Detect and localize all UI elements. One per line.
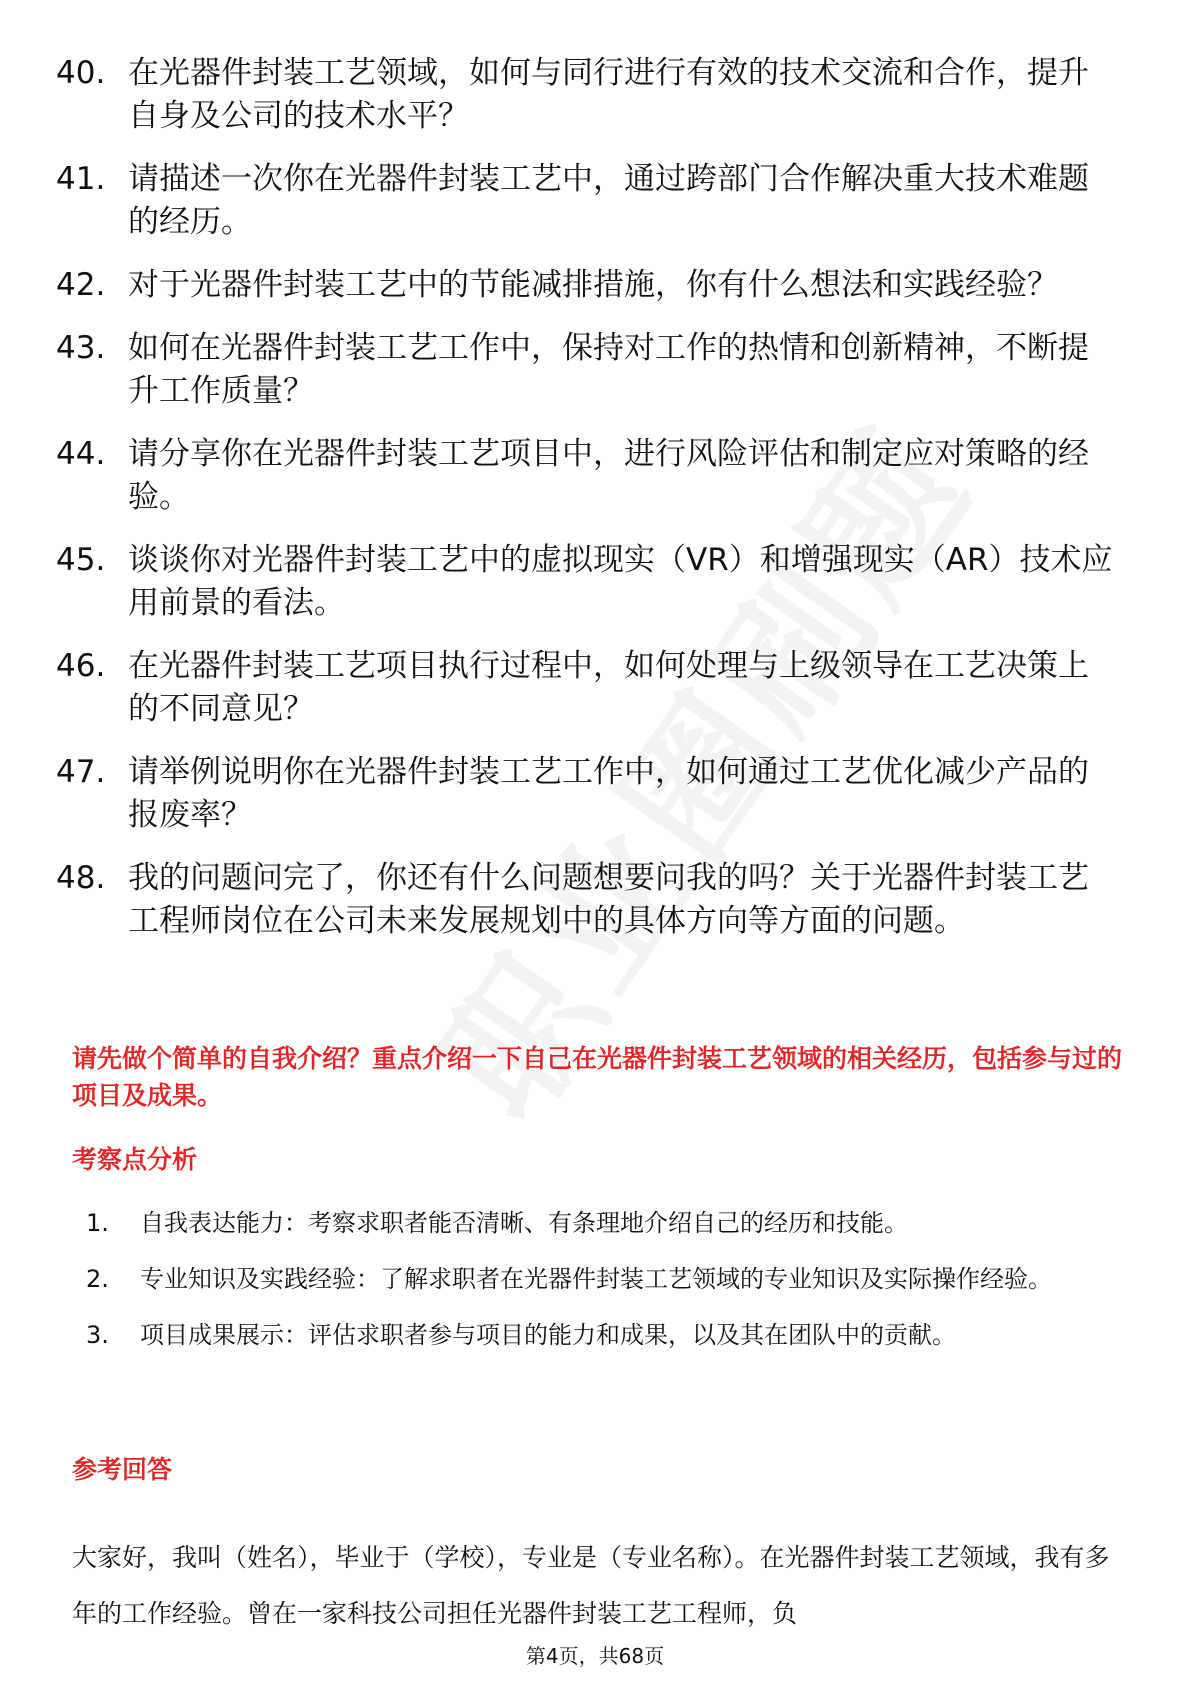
question-item bbox=[56, 158, 1136, 244]
question-item bbox=[56, 751, 1136, 837]
question-text: 在光器件封装工艺项目执行过程中，如何处理与上级领导在工艺决策上的不同意见？ bbox=[128, 648, 1089, 727]
list-item bbox=[72, 1195, 1132, 1251]
question-text: 请分享你在光器件封装工艺项目中，进行风险评估和制定应对策略的经验。 bbox=[128, 436, 1089, 515]
analysis-list bbox=[72, 1195, 1132, 1363]
question-item bbox=[56, 539, 1136, 625]
list-item-text: 专业知识及实践经验：了解求职者在光器件封装工艺领域的专业知识及实际操作经验。 bbox=[140, 1265, 1052, 1293]
question-number: 40. bbox=[56, 55, 106, 91]
question-item bbox=[56, 52, 1136, 138]
question-number: 42. bbox=[56, 267, 106, 303]
question-item bbox=[56, 327, 1136, 413]
question-item bbox=[56, 433, 1136, 519]
question-item bbox=[56, 857, 1136, 943]
question-number: 46. bbox=[56, 648, 106, 684]
question-item bbox=[56, 264, 1136, 307]
question-text: 请描述一次你在光器件封装工艺中，通过跨部门合作解决重大技术难题的经历。 bbox=[128, 161, 1089, 240]
question-item bbox=[56, 645, 1136, 731]
list-item-text: 项目成果展示：评估求职者参与项目的能力和成果，以及其在团队中的贡献。 bbox=[140, 1321, 956, 1349]
list-item-number: 2. bbox=[86, 1265, 109, 1293]
analysis-heading: 考察点分析 bbox=[72, 1145, 198, 1174]
question-text: 我的问题问完了，你还有什么问题想要问我的吗？关于光器件封装工艺工程师岗位在公司未来发展规划中的具体方向等方面的问题。 bbox=[128, 860, 1089, 939]
list-item-number: 3. bbox=[86, 1321, 109, 1349]
question-text: 请举例说明你在光器件封装工艺工作中，如何通过工艺优化减少产品的报废率？ bbox=[128, 754, 1089, 833]
question-text: 谈谈你对光器件封装工艺中的虚拟现实（VR）和增强现实（AR）技术应用前景的看法。 bbox=[128, 542, 1113, 621]
question-number: 45. bbox=[56, 542, 106, 578]
answer-text: 大家好，我叫（姓名），毕业于（学校），专业是（专业名称）。在光器件封装工艺领域，我有多年的工作经验。曾在一家科技公司担任光器件封装工艺工程师，负 bbox=[72, 1543, 1110, 1628]
page-footer: 第4页，共68页 bbox=[525, 1644, 665, 1668]
featured-question: 请先做个简单的自我介绍？重点介绍一下自己在光器件封装工艺领域的相关经历，包括参与过的项目及成果。 bbox=[72, 1044, 1123, 1110]
list-item bbox=[72, 1307, 1132, 1363]
list-item bbox=[72, 1251, 1132, 1307]
question-text: 对于光器件封装工艺中的节能减排措施，你有什么想法和实践经验？ bbox=[128, 267, 1058, 303]
list-item-number: 1. bbox=[86, 1209, 109, 1237]
list-item-text: 自我表达能力：考察求职者能否清晰、有条理地介绍自己的经历和技能。 bbox=[140, 1209, 908, 1237]
question-number: 47. bbox=[56, 754, 106, 790]
question-text: 在光器件封装工艺领域，如何与同行进行有效的技术交流和合作，提升自身及公司的技术水平？ bbox=[128, 55, 1089, 134]
question-number: 41. bbox=[56, 161, 106, 197]
question-text: 如何在光器件封装工艺工作中，保持对工作的热情和创新精神，不断提升工作质量？ bbox=[128, 330, 1089, 409]
question-number: 43. bbox=[56, 330, 106, 366]
question-number: 44. bbox=[56, 436, 106, 472]
question-list bbox=[56, 52, 1136, 963]
question-number: 48. bbox=[56, 860, 106, 896]
answer-heading: 参考回答 bbox=[72, 1455, 173, 1484]
